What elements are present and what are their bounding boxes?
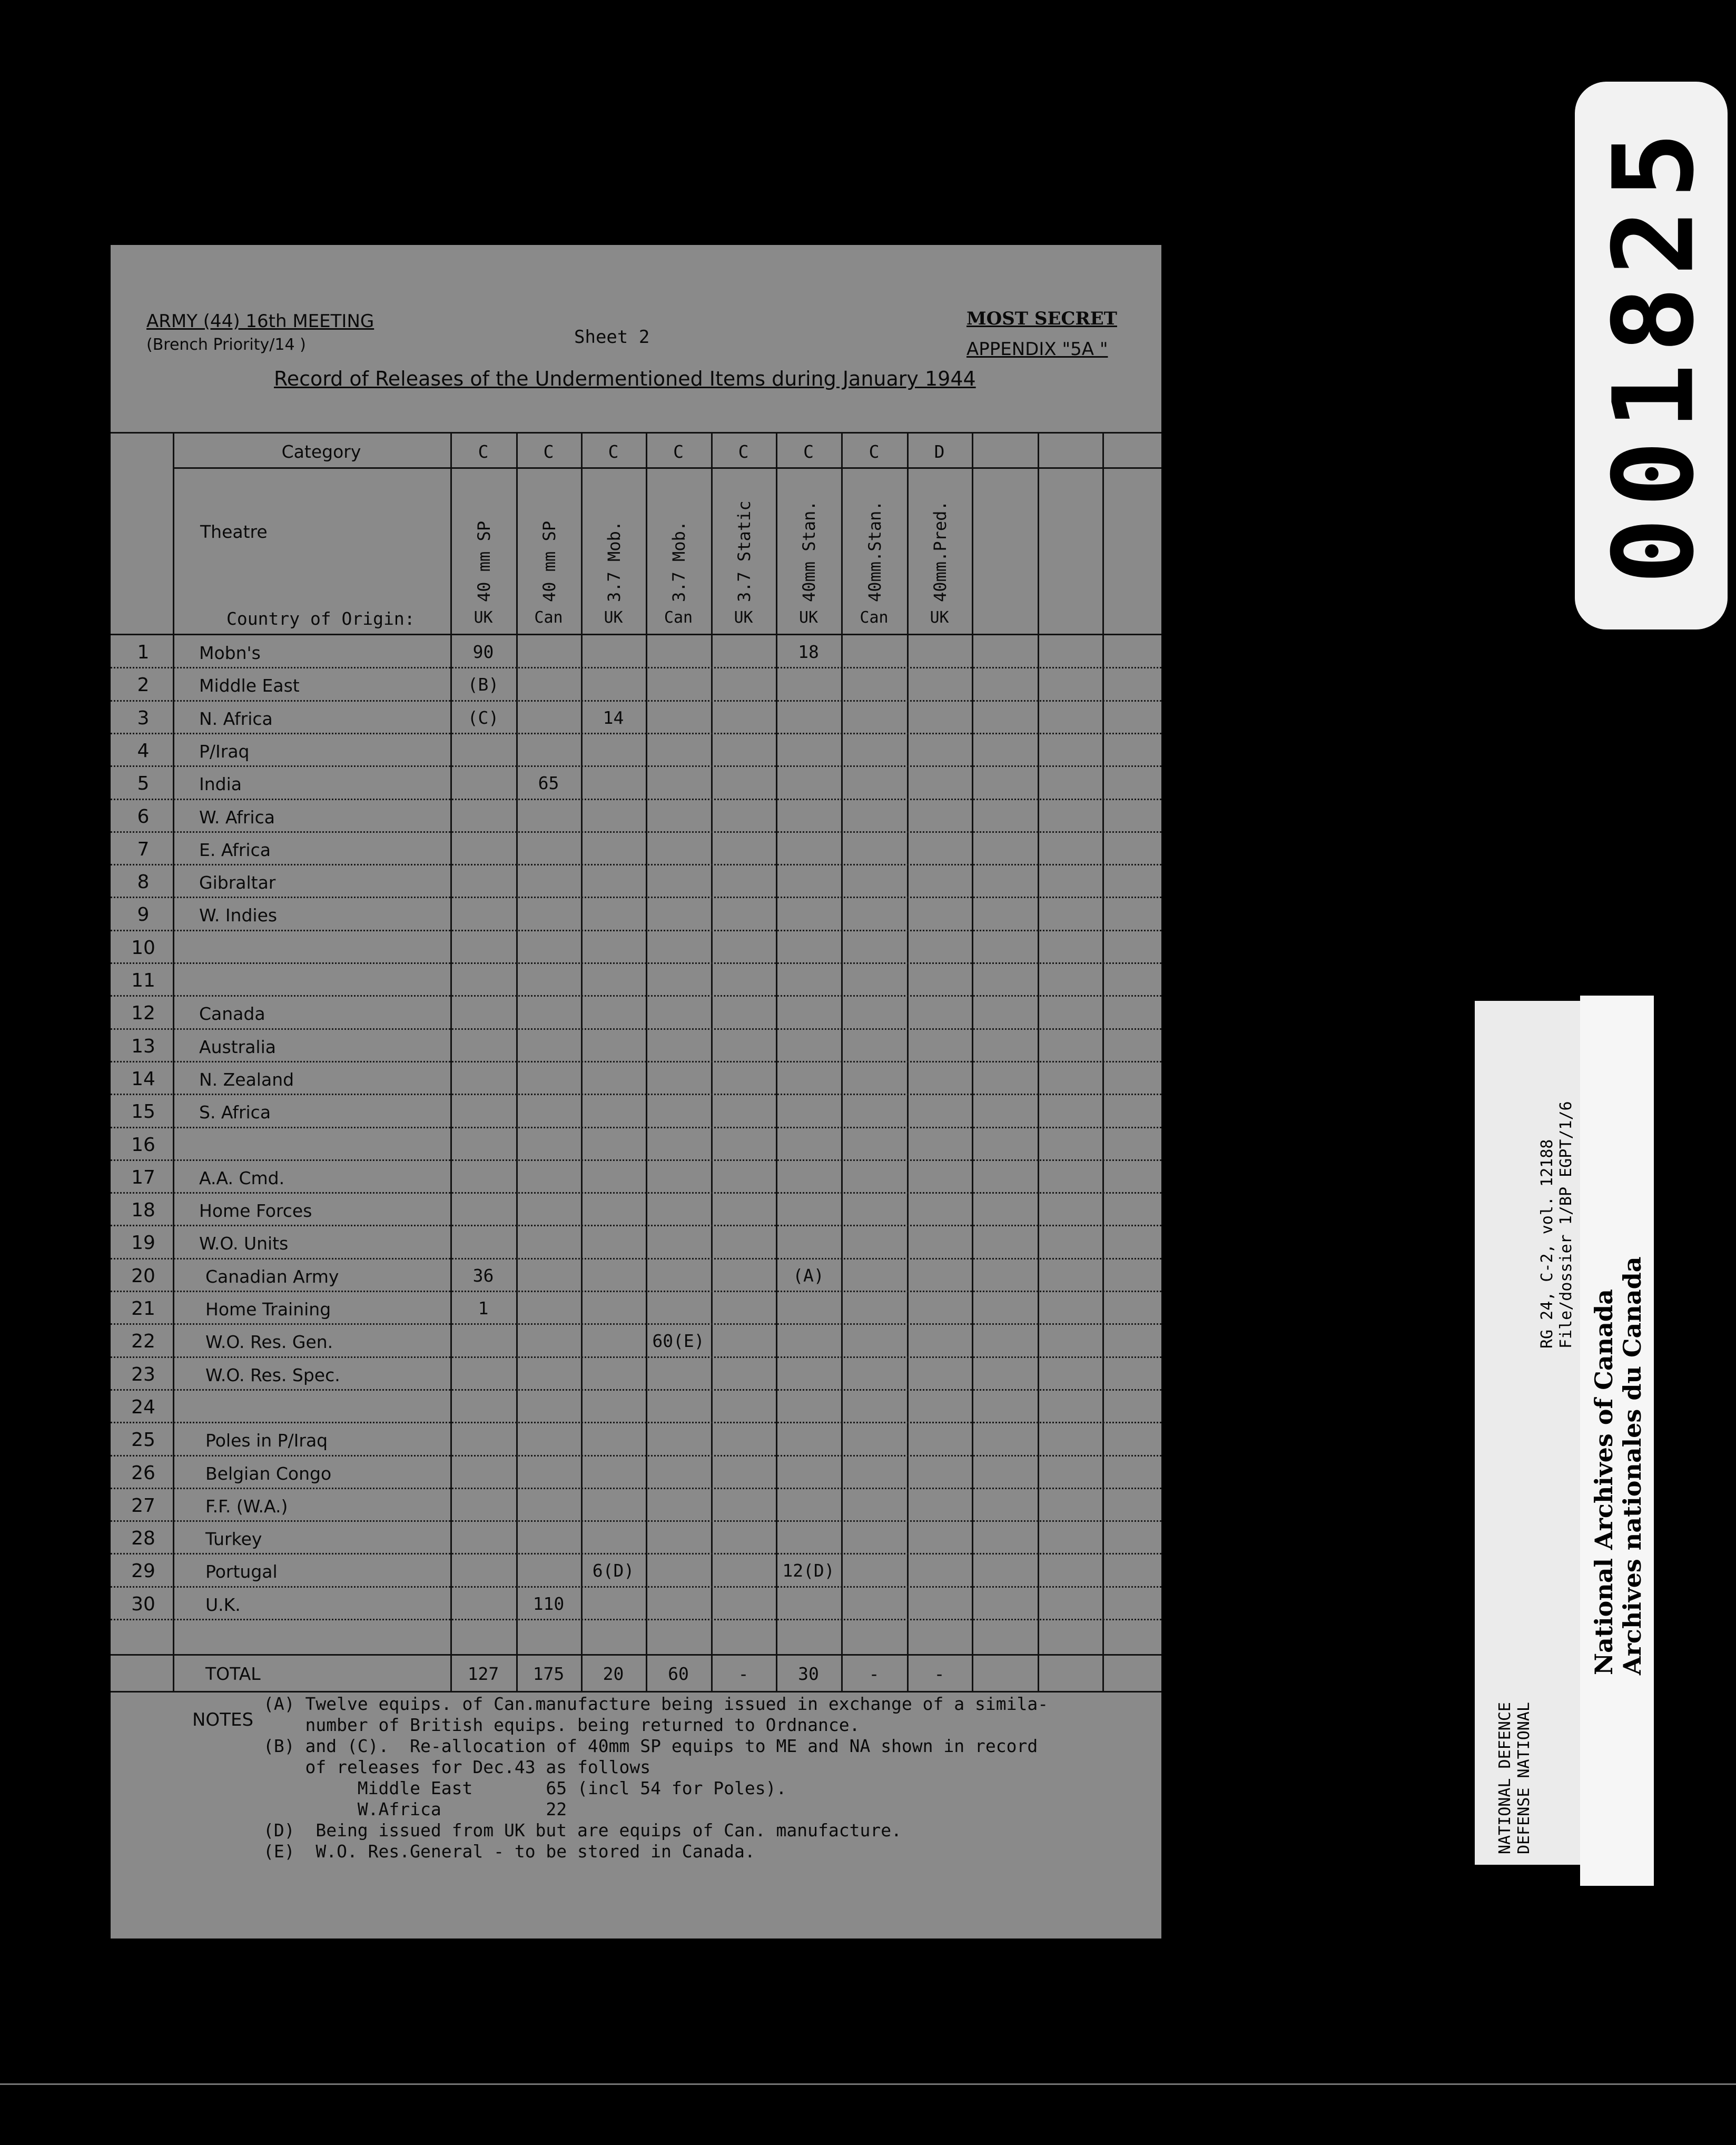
row-theatre-name: Home Training — [205, 1299, 331, 1320]
row-theatre-name: N. Africa — [199, 708, 273, 729]
row-theatre-name: W. Africa — [199, 806, 275, 828]
row-divider — [111, 700, 1161, 702]
row-number: 30 — [131, 1593, 155, 1615]
classification: MOST SECRET — [966, 308, 1117, 329]
row-number: 7 — [137, 838, 150, 860]
table-cell: 12(D) — [782, 1560, 835, 1581]
row-divider — [111, 1061, 1161, 1062]
rg-line-1: RG 24, C-2, vol. 12188 — [1538, 1139, 1556, 1349]
column-category: C — [478, 441, 489, 462]
total-cell: - — [869, 1664, 880, 1684]
table-cell: 36 — [472, 1265, 494, 1286]
row-theatre-name: U.K. — [205, 1594, 241, 1615]
row-number: 1 — [137, 642, 150, 663]
column-item-label: 40mm.Pred. — [930, 500, 950, 602]
column-item-label: 40 mm SP — [539, 520, 559, 602]
note-line: of releases for Dec.43 as follows — [263, 1757, 651, 1777]
note-line: (D) Being issued from UK but are equips of Can. manufacture. — [263, 1820, 902, 1841]
column-item-label: 3.7 Mob. — [604, 520, 624, 602]
row-number: 27 — [131, 1494, 155, 1517]
row-divider — [111, 995, 1161, 997]
row-number: 18 — [131, 1199, 155, 1222]
row-theatre-name: A.A. Cmd. — [199, 1167, 285, 1188]
row-number: 19 — [131, 1232, 155, 1254]
table-top-border — [111, 432, 1161, 434]
column-category: C — [738, 441, 749, 462]
row-divider — [111, 733, 1161, 734]
sheet-number: Sheet 2 — [574, 327, 650, 348]
row-divider — [111, 1619, 1161, 1620]
row-number: 8 — [137, 871, 150, 893]
row-number: 15 — [131, 1101, 155, 1123]
column-category: C — [543, 441, 554, 462]
scan-edge-line — [0, 2083, 1736, 2085]
table-cell: (A) — [793, 1265, 824, 1286]
table-cell: 14 — [603, 707, 624, 728]
column-origin: UK — [604, 608, 623, 627]
row-number: 26 — [131, 1462, 155, 1484]
total-cell: - — [738, 1664, 749, 1684]
note-line: Middle East 65 (incl 54 for Poles). — [263, 1778, 787, 1798]
row-theatre-name: Poles in P/Iraq — [205, 1430, 328, 1451]
archives-stamp — [1580, 996, 1654, 1886]
row-divider — [111, 1389, 1161, 1391]
row-divider — [111, 1422, 1161, 1423]
row-theatre-name: Australia — [199, 1036, 276, 1057]
row-divider — [111, 1258, 1161, 1260]
reference-number-tag — [1575, 82, 1728, 629]
table-cell: 1 — [478, 1298, 489, 1319]
row-number: 16 — [131, 1134, 155, 1156]
row-theatre-name: Turkey — [205, 1529, 262, 1550]
row-number: 9 — [137, 904, 150, 926]
archives-line-1: National Archives of Canada — [1590, 1289, 1618, 1675]
row-number: 14 — [131, 1068, 155, 1090]
row-divider — [111, 1488, 1161, 1489]
archives-label — [1590, 1256, 1646, 1675]
total-cell: 20 — [603, 1664, 624, 1684]
row-number: 17 — [131, 1166, 155, 1188]
row-number: 22 — [131, 1331, 155, 1353]
column-item-label: 40mm Stan. — [799, 500, 819, 602]
note-line: number of British equips. being returned to Ordnance. — [263, 1715, 860, 1735]
column-origin: UK — [798, 608, 818, 627]
row-divider — [111, 1225, 1161, 1226]
column-item-label: 40 mm SP — [474, 520, 494, 602]
notes-label: NOTES — [192, 1709, 254, 1730]
note-line: W.Africa 22 — [263, 1799, 567, 1819]
column-item-label: 40mm.Stan. — [864, 500, 885, 602]
row-number: 2 — [137, 674, 150, 696]
row-number: 11 — [131, 970, 155, 991]
total-cell: - — [934, 1664, 945, 1684]
archives-line-2: Archives nationales du Canada — [1618, 1256, 1646, 1675]
category-header: Category — [281, 441, 361, 462]
rg-line-2: File/dossier 1/BP EGPT/1/6 — [1557, 1101, 1575, 1349]
row-divider — [111, 1192, 1161, 1194]
row-theatre-name: Belgian Congo — [205, 1463, 332, 1484]
row-divider — [111, 1323, 1161, 1325]
column-category: D — [934, 441, 945, 462]
defence-label — [1496, 1702, 1534, 1854]
column-category: C — [869, 441, 880, 462]
defence-line-1: NATIONAL DEFENCE — [1496, 1702, 1514, 1854]
totals-bottom-border — [111, 1691, 1161, 1693]
column-category: C — [608, 441, 619, 462]
total-cell: 175 — [532, 1664, 565, 1684]
row-number: 13 — [131, 1035, 155, 1057]
note-line: (A) Twelve equips. of Can.manufacture being issued in exchange of a simila- — [263, 1694, 1049, 1714]
row-theatre-name: Home Forces — [199, 1201, 312, 1222]
totals-label: TOTAL — [205, 1664, 261, 1684]
row-theatre-name: N. Zealand — [199, 1069, 294, 1090]
row-divider — [111, 667, 1161, 668]
total-cell: 60 — [668, 1664, 689, 1684]
row-theatre-name: S. Africa — [199, 1102, 271, 1123]
row-number: 23 — [131, 1363, 155, 1385]
row-number: 10 — [131, 937, 155, 959]
row-theatre-name: E. Africa — [199, 839, 271, 860]
row-divider — [111, 1455, 1161, 1457]
column-origin: Can — [860, 608, 889, 627]
row-number: 5 — [137, 773, 150, 795]
column-origin: UK — [734, 608, 753, 627]
theatre-header: Theatre — [200, 522, 268, 542]
column-origin: UK — [474, 608, 493, 627]
table-cell: 18 — [798, 642, 819, 662]
column-origin: UK — [930, 608, 949, 627]
row-theatre-name: W.O. Res. Gen. — [205, 1332, 333, 1353]
table-cell: (C) — [467, 707, 499, 728]
column-item-label: 3.7 Mob. — [669, 520, 689, 602]
row-theatre-name: W.O. Res. Spec. — [205, 1364, 340, 1385]
row-divider — [111, 930, 1161, 931]
row-divider — [111, 1553, 1161, 1554]
row-theatre-name: Mobn's — [199, 643, 261, 663]
row-number: 3 — [137, 707, 150, 729]
row-divider — [111, 1127, 1161, 1128]
row-theatre-name: W. Indies — [199, 905, 278, 926]
row-theatre-name: Middle East — [199, 675, 300, 696]
row-theatre-name: Gibraltar — [199, 872, 276, 893]
row-number: 4 — [137, 740, 150, 762]
row-number: 29 — [131, 1560, 155, 1582]
rg-file-label — [1538, 1101, 1576, 1349]
row-number: 20 — [131, 1265, 155, 1287]
document-title: Record of Releases of the Undermentioned Items during January 1944 — [274, 367, 976, 390]
row-divider — [111, 1094, 1161, 1095]
table-cell: 65 — [538, 773, 559, 794]
row-divider — [111, 1586, 1161, 1588]
row-divider — [111, 897, 1161, 898]
priority-ref: (Brench Priority/14 ) — [146, 336, 306, 354]
reference-number: 001825 — [1589, 121, 1719, 585]
row-divider — [111, 1028, 1161, 1030]
defence-line-2: DEFENSE NATIONAL — [1515, 1702, 1533, 1854]
table-cell: (B) — [467, 674, 499, 695]
table-cell: 110 — [532, 1593, 565, 1614]
column-item-label: 3.7 Static — [734, 500, 754, 602]
column-category: C — [803, 441, 814, 462]
row-theatre-name: Canadian Army — [205, 1266, 339, 1287]
row-divider — [111, 1520, 1161, 1522]
row-divider — [111, 1159, 1161, 1161]
total-cell: 30 — [798, 1664, 819, 1684]
row-number: 28 — [131, 1528, 155, 1550]
row-divider — [111, 962, 1161, 964]
column-origin: Can — [534, 608, 563, 627]
category-row-border — [173, 467, 1161, 469]
row-number: 12 — [131, 1002, 155, 1025]
total-cell: 127 — [467, 1664, 499, 1684]
row-divider — [111, 765, 1161, 767]
row-number: 21 — [131, 1298, 155, 1320]
row-number: 24 — [131, 1396, 155, 1418]
meeting-ref: ARMY (44) 16th MEETING — [146, 311, 374, 332]
row-theatre-name: P/Iraq — [199, 741, 250, 762]
row-theatre-name: Canada — [199, 1003, 265, 1025]
table-cell: 6(D) — [592, 1560, 635, 1581]
table-cell: 60(E) — [652, 1331, 705, 1352]
note-line: (E) W.O. Res.General - to be stored in Canada. — [263, 1841, 755, 1862]
origin-header: Country of Origin: — [226, 608, 415, 629]
note-line: (B) and (C). Re-allocation of 40mm SP equips to ME and NA shown in record — [263, 1736, 1038, 1756]
row-divider — [111, 864, 1161, 865]
appendix: APPENDIX "5A " — [966, 339, 1108, 360]
row-theatre-name: Portugal — [205, 1561, 278, 1582]
header-bottom-border — [111, 634, 1161, 635]
row-divider — [111, 1356, 1161, 1358]
row-number: 25 — [131, 1429, 155, 1451]
row-divider — [111, 1291, 1161, 1292]
row-theatre-name: F.F. (W.A.) — [205, 1495, 288, 1517]
row-number: 6 — [137, 805, 150, 828]
rg-file-stamp — [1475, 1001, 1580, 1865]
row-theatre-name: India — [199, 774, 242, 795]
row-theatre-name: W.O. Units — [199, 1233, 289, 1254]
totals-top-border — [111, 1654, 1161, 1656]
row-divider — [111, 831, 1161, 833]
row-divider — [111, 799, 1161, 800]
document-sheet — [111, 245, 1161, 1939]
table-cell: 90 — [472, 642, 494, 662]
column-category: C — [673, 441, 684, 462]
column-origin: Can — [664, 608, 693, 627]
